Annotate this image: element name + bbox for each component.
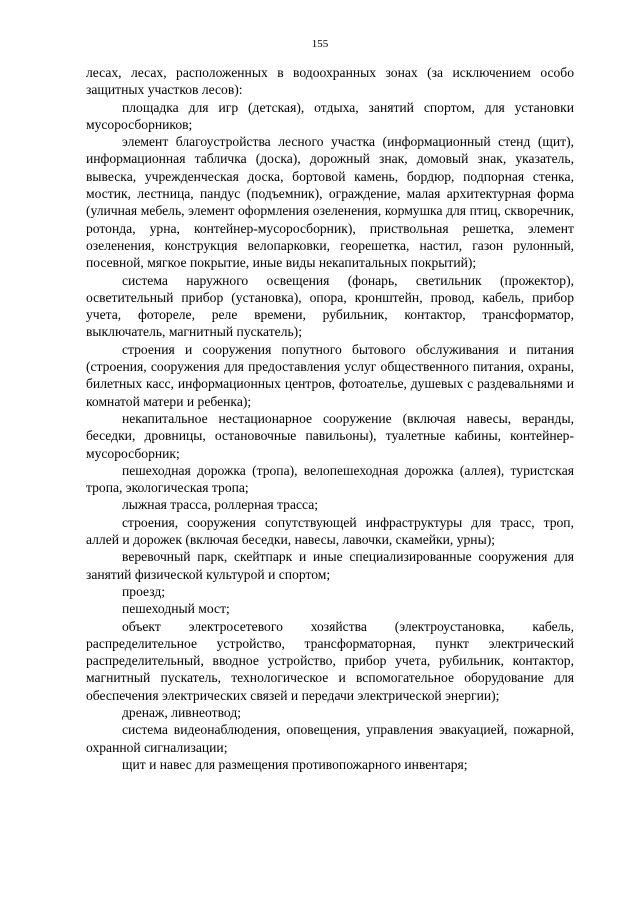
page-number: 155 xyxy=(311,38,329,50)
paragraph-landscaping-element: элемент благоустройства лесного участка (информационный стенд (щит), информационная табличка (доска), дорожный знак, домовый знак, указатель, вывеска, учрежденческая доска, бортовой камень, бордюр, подпорная стенка, мостик, лестница, пандус (подъемник), ограждение, малая архитектурная форма (уличная мебель, элемент оформления озеленения, кормушка для птиц, скворечник, ротонда, урна, контейнер-мусоросборник), приствольная решетка, элемент озеленения, конструкция велопарковки, георешетка, настил, газон рулонный, посевной, мягкое покрытие, иные виды некапитальных покрытий); xyxy=(86,134,574,271)
paragraph-power-grid: объект электросетевого хозяйства (электроустановка, кабель, распределительное устройство, трансформаторная, пункт электрический распределительный, вводное устройство, прибор учета, рубильник, контактор, магнитный пускатель, технологическое и вспомогательное оборудование для обеспечения электрических связей и передачи электрической энергии); xyxy=(86,618,574,703)
document-body xyxy=(86,64,574,773)
paragraph-surveillance: система видеонаблюдения, оповещения, управления эвакуацией, пожарной, охранной сигнализации; xyxy=(86,722,574,755)
paragraph-trail-infrastructure: строения, сооружения сопутствующей инфраструктуры для трасс, троп, аллей и дорожек (включая беседки, навесы, лавочки, скамейки, урны); xyxy=(86,514,574,548)
paragraph-service-structures: строения и сооружения попутного бытового обслуживания и питания (строения, сооружения для предоставления услуг общественного питания, охраны, билетных касс, информационных центров, фотоателье, душевых с раздевальнями и комнатой матери и ребенка); xyxy=(86,341,574,409)
paragraph-playground: площадка для игр (детская), отдыха, занятий спортом, для установки мусоросборников; xyxy=(86,99,574,132)
paragraph-forests-intro: лесах, лесах, расположенных в водоохранных зонах (за исключением особо защитных участков лесов): xyxy=(86,65,574,98)
paragraph-footpath: пешеходная дорожка (тропа), велопешеходная дорожка (аллея), туристская тропа, экологическая тропа; xyxy=(86,462,574,496)
paragraph-outdoor-lighting: система наружного освещения (фонарь, светильник (прожектор), осветительный прибор (установка), опора, кронштейн, провод, кабель, прибор учета, фотореле, реле времени, рубильник, контактор, трансформатор, выключатель, магнитный пускатель); xyxy=(86,272,574,340)
paragraph-ski-track: лыжная трасса, роллерная трасса; xyxy=(122,497,319,513)
paragraph-driveway: проезд; xyxy=(122,583,166,599)
paragraph-fire-equipment: щит и навес для размещения противопожарного инвентаря; xyxy=(122,756,468,772)
paragraph-rope-park: веревочный парк, скейтпарк и иные специализированные сооружения для занятий физической культурой и спортом; xyxy=(86,549,574,582)
paragraph-pedestrian-bridge: пешеходный мост; xyxy=(122,601,230,617)
paragraph-nonpermanent-structure: некапитальное нестационарное сооружение (включая навесы, веранды, беседки, дровницы, остановочные павильоны), туалетные кабины, контейнер-мусоросборник; xyxy=(86,410,574,461)
paragraph-drainage: дренаж, ливнеотвод; xyxy=(122,704,242,720)
